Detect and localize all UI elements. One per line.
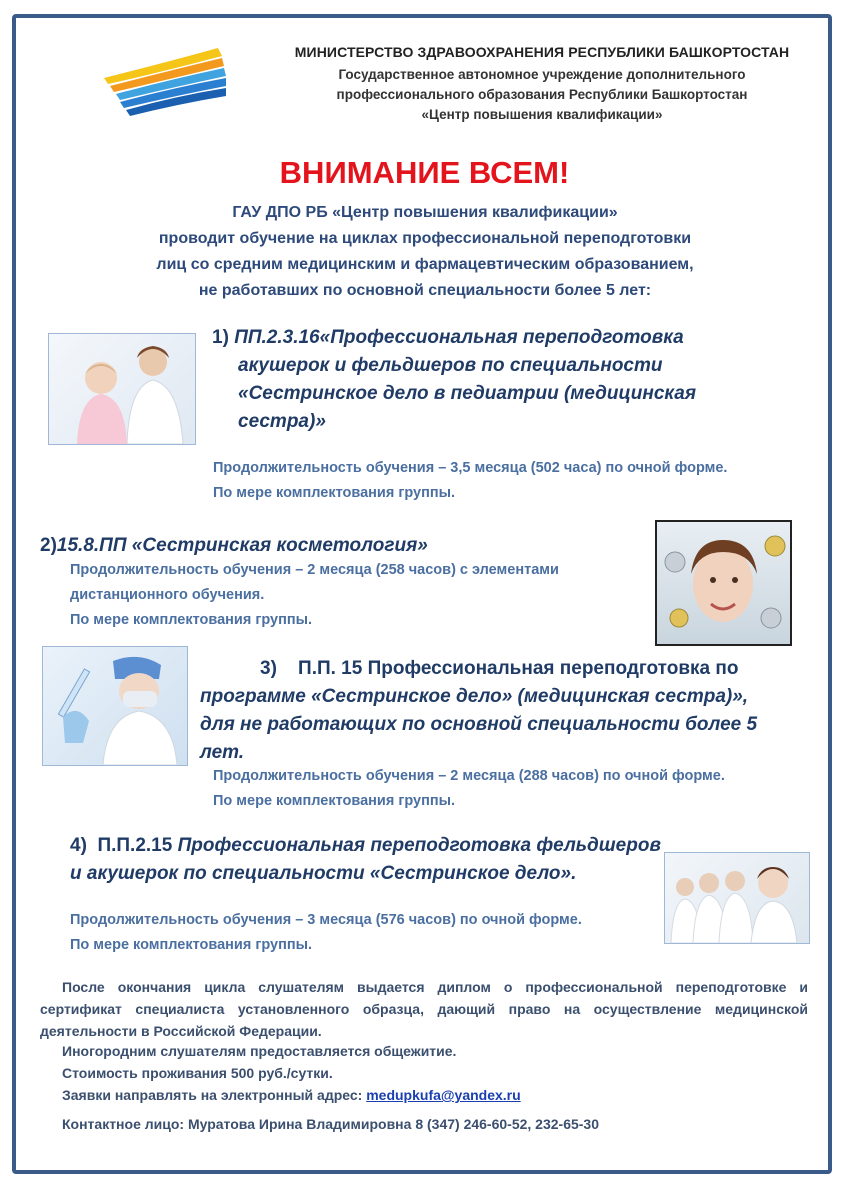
dormitory-info: Иногородним слушателям предоставляется общежитие. Стоимость проживания 500 руб./сутки. Заявки направлять на электронный адрес: medupkufa@yandex.ru: [62, 1043, 521, 1103]
course-4-duration: Продолжительность обучения – 3 месяца (576 часов) по очной форме. По мере комплектования группы.: [70, 912, 582, 953]
diploma-info: После окончания цикла слушателям выдается диплом о профессиональной переподготовке и сертификат специалиста установленного образца, дающий право на осуществление медицинской: [40, 979, 808, 1017]
nurse-child-photo: [48, 333, 196, 445]
course-3-duration: Продолжительность обучения – 2 месяца (288 часов) по очной форме. По мере комплектования группы.: [213, 768, 725, 809]
medical-team-photo: [664, 852, 810, 944]
nurse-syringe-photo: [42, 646, 188, 766]
email-link[interactable]: medupkufa@yandex.ru: [366, 1087, 521, 1103]
ministry-title: МИНИСТЕРСТВО ЗДРАВООХРАНЕНИЯ РЕСПУБЛИКИ БАШКОРТОСТАН: [294, 44, 790, 60]
course-2-title: 2)15.8.ПП «Сестринская косметология»: [40, 535, 428, 556]
cosmetology-photo: [655, 520, 792, 646]
course-1-title: 1) ПП.2.3.16«Профессиональная переподготовка акушерок и фельдшеров по специальности «Сестринское дело в педиатрии (медицинская сестра)»: [212, 327, 697, 432]
course-2-duration: Продолжительность обучения – 2 месяца (258 часов) с элементами дистанционного обучения. По мере комплектования группы.: [70, 562, 559, 628]
intro-text: ГАУ ДПО РБ «Центр повышения квалификации» проводит обучение на циклах профессиональной переподготовки лиц со средним медицинским и фармацевтическим образованием, не работавших по основной специальности более 5 лет:: [156, 204, 694, 299]
course-1-duration: Продолжительность обучения – 3,5 месяца (502 часа) по очной форме. По мере комплектования группы.: [213, 460, 728, 501]
course-3-title: 3) П.П. 15 Профессиональная переподготовка по программе «Сестринское дело» (медицинская сестра)», для не работающих по основной специальности более 5 лет.: [200, 658, 758, 763]
page-title: ВНИМАНИЕ ВСЕМ!: [279, 155, 570, 190]
course-4-title: 4) П.П.2.15 Профессиональная переподготовка фельдшеров и акушерок по специальности «Сестринское дело».: [70, 835, 661, 884]
institution-name: Государственное автономное учреждение дополнительного профессионального образования Республики Башкортостан «Центр повышения квалификации»: [336, 67, 748, 122]
contact-person: Контактное лицо: Муратова Ирина Владимировна 8 (347) 246-60-52, 232-65-30: [62, 1116, 599, 1132]
diploma-info-end: деятельности в Российской Федерации.: [40, 1023, 322, 1039]
logo-icon: [100, 42, 230, 124]
